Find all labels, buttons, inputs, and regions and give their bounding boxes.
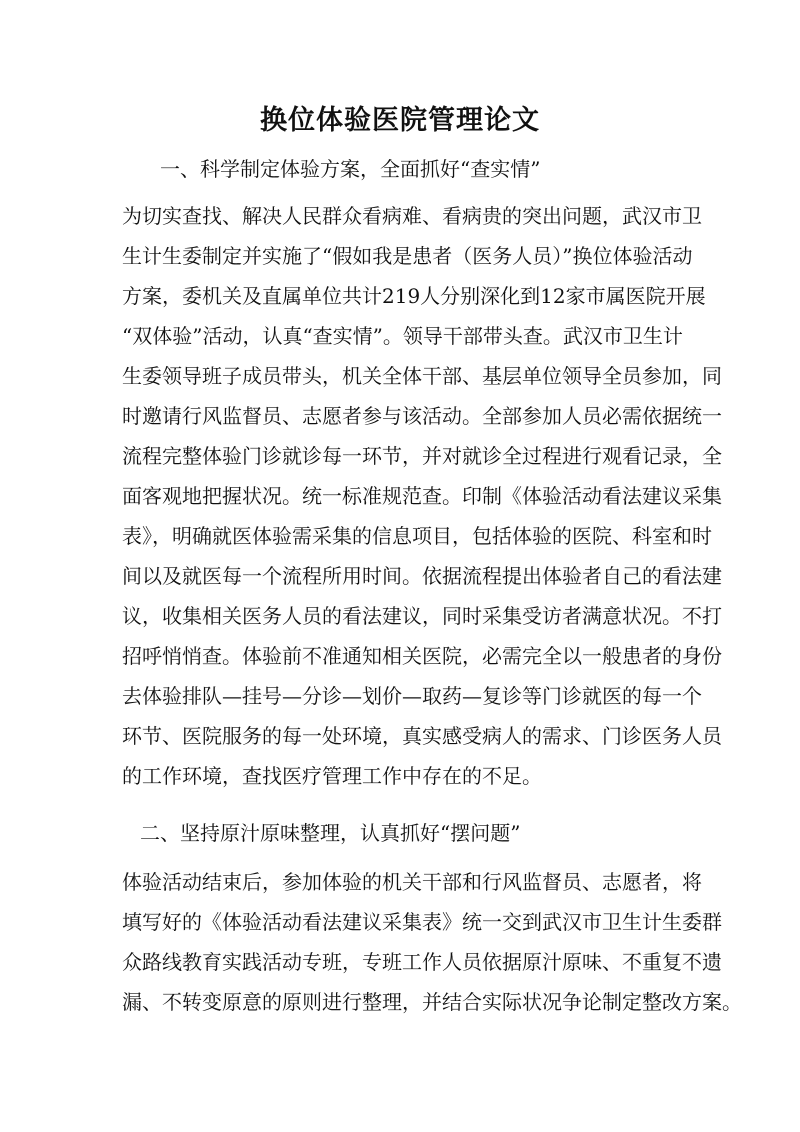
text-line: 方案，委机关及直属单位共计219人分别深化到12家市属医院开展: [122, 284, 706, 308]
text-line: 填写好的《体验活动看法建议采集表》统一交到武汉市卫生计生委群: [122, 910, 722, 934]
text-line: 去体验排队—挂号—分诊—划价—取药—复诊等门诊就医的每一个: [122, 684, 702, 708]
text-line: 流程完整体验门诊就诊每一环节，并对就诊全过程进行观看记录，全: [122, 444, 722, 468]
text-line: 体验活动结束后，参加体验的机关干部和行风监督员、志愿者，将: [122, 870, 702, 894]
section-body-1: [122, 196, 722, 796]
text-line: 的工作环境，查找医疗管理工作中存在的不足。: [122, 764, 542, 788]
text-line: 表》，明确就医体验需采集的信息项目，包括体验的医院、科室和时: [122, 524, 712, 548]
text-line: 众路线教育实践活动专班，专班工作人员依据原汁原味、不重复不遗: [122, 950, 722, 974]
text-line: 为切实查找、解决人民群众看病难、看病贵的突出问题，武汉市卫: [122, 204, 702, 228]
text-line: 生计生委制定并实施了“假如我是患者（医务人员）”换位体验活动: [122, 244, 693, 268]
text-line: “双体验”活动，认真“查实情”。领导干部带头查。武汉市卫生计: [122, 324, 683, 348]
document-title: 换位体验医院管理论文: [260, 105, 540, 136]
text-line: 面客观地把握状况。统一标准规范查。印制《体验活动看法建议采集: [122, 484, 722, 508]
text-line: 招呼悄悄查。体验前不准通知相关医院，必需完全以一般患者的身份: [122, 644, 722, 668]
text-line: 环节、医院服务的每一处环境，真实感受病人的需求、门诊医务人员: [122, 724, 722, 748]
text-line: 间以及就医每一个流程所用时间。依据流程提出体验者自己的看法建: [122, 564, 722, 588]
text-line: 议，收集相关医务人员的看法建议，同时采集受访者满意状况。不打: [122, 604, 722, 628]
text-line: 漏、不转变原意的原则进行整理，并结合实际状况争论制定整改方案。: [122, 990, 742, 1014]
text-line: 生委领导班子成员带头，机关全体干部、基层单位领导全员参加，同: [122, 364, 722, 388]
text-line: 时邀请行风监督员、志愿者参与该活动。全部参加人员必需依据统一: [122, 404, 722, 428]
section-heading-1: 一、科学制定体验方案，全面抓好“查实情”: [160, 157, 541, 181]
section-body-2: [122, 862, 742, 1022]
section-heading-2: 二、坚持原汁原味整理，认真抓好“摆问题”: [140, 821, 521, 845]
